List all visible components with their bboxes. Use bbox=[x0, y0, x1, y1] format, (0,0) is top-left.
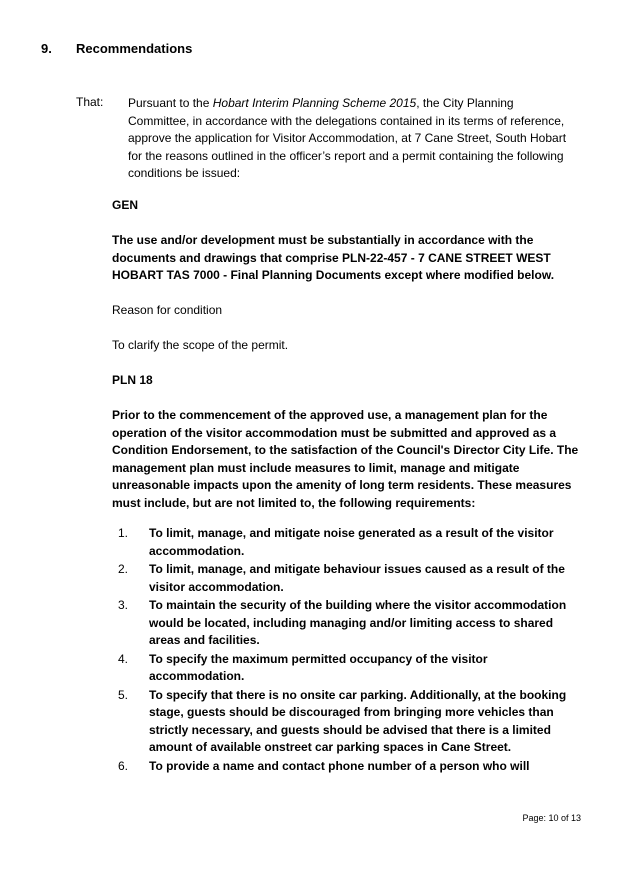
list-item bbox=[112, 561, 582, 596]
list-item-text: To specify that there is no onsite car parking. Additionally, at the booking stage, guests should be discouraged from bringing more vehicles than strictly necessary, and guests should be advised that there is a limited amount of available onstreet car parking spaces in Cane Street. bbox=[149, 687, 567, 754]
list-item-text: To limit, manage, and mitigate behaviour issues caused as a result of the visitor accommodation. bbox=[149, 562, 565, 594]
list-item-number: 3. bbox=[118, 598, 129, 612]
list-item bbox=[112, 758, 582, 776]
gen-code: GEN bbox=[112, 198, 139, 212]
gen-reason: To clarify the scope of the permit. bbox=[112, 338, 289, 352]
list-item-number: 2. bbox=[118, 562, 129, 576]
intro-paragraph bbox=[128, 95, 568, 183]
list-item-number: 6. bbox=[118, 758, 129, 773]
scheme-name: Hobart Interim Planning Scheme 2015 bbox=[212, 96, 417, 110]
list-item bbox=[112, 651, 582, 686]
page-number: Page: 10 of 13 bbox=[522, 813, 581, 823]
requirements-list bbox=[112, 525, 582, 776]
list-item-text: To provide a name and contact phone number of a person who will bbox=[149, 758, 530, 773]
list-item bbox=[112, 597, 582, 650]
list-item-number: 1. bbox=[118, 526, 129, 540]
gen-reason-label: Reason for condition bbox=[112, 303, 223, 317]
list-item-text: To limit, manage, and mitigate noise generated as a result of the visitor accommodation. bbox=[149, 526, 554, 558]
intro-pre: Pursuant to the bbox=[128, 96, 213, 110]
section-number: 9. bbox=[41, 41, 52, 56]
pln18-code: PLN 18 bbox=[112, 373, 153, 387]
list-item bbox=[112, 525, 582, 560]
section-title: Recommendations bbox=[76, 41, 193, 56]
list-item-text: To specify the maximum permitted occupancy of the visitor accommodation. bbox=[149, 651, 488, 683]
gen-condition: The use and/or development must be substantially in accordance with the documents and drawings that comprise PLN-22-457 - 7 CANE STREET WEST HOBART TAS 7000 - Final Planning Documents except where modified below. bbox=[112, 233, 555, 282]
list-item-number: 4. bbox=[118, 651, 129, 666]
pln18-condition: Prior to the commencement of the approved use, a management plan for the operation of the visitor accommodation must be submitted and approved as a Condition Endorsement, to the satisfaction of the Council's Director City Life. The management plan must include measures to limit, manage and mitigate unreasonable impacts upon the amenity of long term residents. These measures must include, but are not limited to, the following requirements: bbox=[112, 408, 579, 510]
list-item-number: 5. bbox=[118, 687, 129, 702]
intro-post: , the City Planning Committee, in accordance with the delegations contained in its terms of reference, approve the application for Visitor Accommodation, at 7 Cane Street, South Hobart for the reasons outlined in the officer’s report and a permit containing the following conditions be issued: bbox=[128, 96, 567, 180]
that-label: That: bbox=[76, 95, 104, 109]
list-item-text: To maintain the security of the building where the visitor accommodation would be located, including managing and/or limiting access to shared areas and facilities. bbox=[149, 598, 567, 647]
list-item bbox=[112, 687, 582, 757]
